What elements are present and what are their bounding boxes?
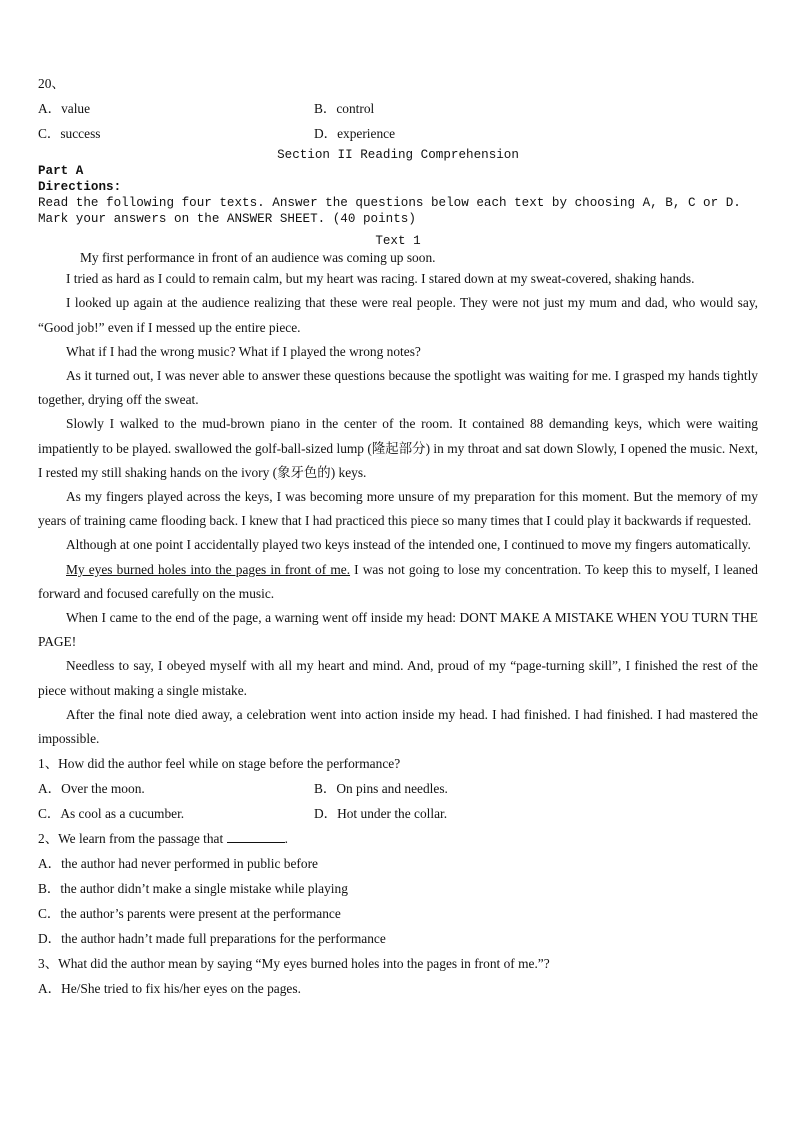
question-number: 20、 — [38, 76, 65, 91]
option-b: B．control — [314, 101, 375, 117]
paragraph: Although at one point I accidentally played two keys instead of the intended one, I continued to move my fingers automatically. — [66, 537, 751, 553]
option-row — [38, 96, 758, 121]
answer-blank — [227, 830, 285, 843]
paragraph: As it turned out, I was never able to answer these questions because the spotlight was waiting for me. I grasped my hands tightly together, drying off the sweat. — [38, 368, 758, 408]
option-b: B．On pins and needles. — [314, 781, 448, 797]
paragraph: My eyes burned holes into the pages in front of me. I was not going to lose my concentration. To keep this to myself, I leaned forward and focused carefully on the music. — [38, 561, 759, 601]
option-row — [38, 121, 758, 146]
paragraph: What if I had the wrong music? What if I played the wrong notes? — [66, 343, 421, 359]
option-d: D．experience — [314, 126, 396, 142]
section-title: Section II Reading Comprehension — [277, 148, 519, 163]
option-d: D．Hot under the collar. — [314, 806, 448, 822]
paragraph: Slowly I walked to the mud-brown piano in the center of the room. It contained 88 demanding keys, which were waiting impatiently to be played. swallowed the golf-ball-sized lump (隆起部分) in my throat and sat down Slowly, I opened the music. Next, I rested my still shaking hands on the ivory (象牙色的) keys. — [38, 416, 758, 480]
exam-page — [38, 72, 758, 1001]
question-stem: 3、What did the author mean by saying “My eyes burned holes into the pages in front of me.”? — [38, 956, 550, 972]
text-title: Text 1 — [375, 234, 421, 249]
option-c: C．As cool as a cucumber. — [38, 806, 185, 822]
option-a: A．the author had never performed in public before — [38, 856, 318, 872]
part-label: Part A — [38, 164, 84, 179]
directions-label: Directions: — [38, 180, 122, 195]
option-d: D．the author hadn’t made full preparations for the performance — [38, 931, 386, 947]
option-c: C．the author’s parents were present at the performance — [38, 906, 341, 922]
question-stem: 1、How did the author feel while on stage before the performance? — [38, 756, 401, 772]
option-a: A．Over the moon. — [38, 781, 145, 797]
option-a: A．value — [38, 101, 91, 117]
question-stem: 2、We learn from the passage that . — [38, 831, 288, 847]
paragraph: Needless to say, I obeyed myself with all my heart and mind. And, proud of my “page-turning skill”, I finished the rest of the piece without making a single mistake. — [38, 658, 758, 698]
underlined-sentence: My eyes burned holes into the pages in front of me. — [66, 561, 351, 577]
option-c: C．success — [38, 126, 101, 142]
option-row — [38, 801, 758, 826]
option-b: B．the author didn’t make a single mistake while playing — [38, 881, 348, 897]
paragraph: My first performance in front of an audience was coming up soon. — [80, 250, 436, 266]
directions-text: Read the following four texts. Answer the questions below each text by choosing A, B, C or D. Mark your answers on the ANSWER SHEET. (40 points) — [38, 196, 741, 227]
paragraph: I looked up again at the audience realizing that these were real people. They were not just my mum and dad, who would say, “Good job!” even if I messed up the entire piece. — [38, 295, 758, 335]
paragraph: As my fingers played across the keys, I was becoming more unsure of my preparation for this moment. But the memory of my years of training came flooding back. I knew that I had practiced this piece so many times that I could play it backwards if requested. — [38, 489, 758, 529]
paragraph: When I came to the end of the page, a warning went off inside my head: DONT MAKE A MISTAKE WHEN YOU TURN THE PAGE! — [38, 610, 758, 650]
paragraph: I tried as hard as I could to remain calm, but my heart was racing. I stared down at my sweat-covered, shaking hands. — [66, 271, 695, 287]
option-a: A．He/She tried to fix his/her eyes on the pages. — [38, 981, 301, 997]
option-row — [38, 776, 758, 801]
paragraph: After the final note died away, a celebration went into action inside my head. I had finished. I had finished. I had mastered the impossible. — [38, 706, 758, 747]
